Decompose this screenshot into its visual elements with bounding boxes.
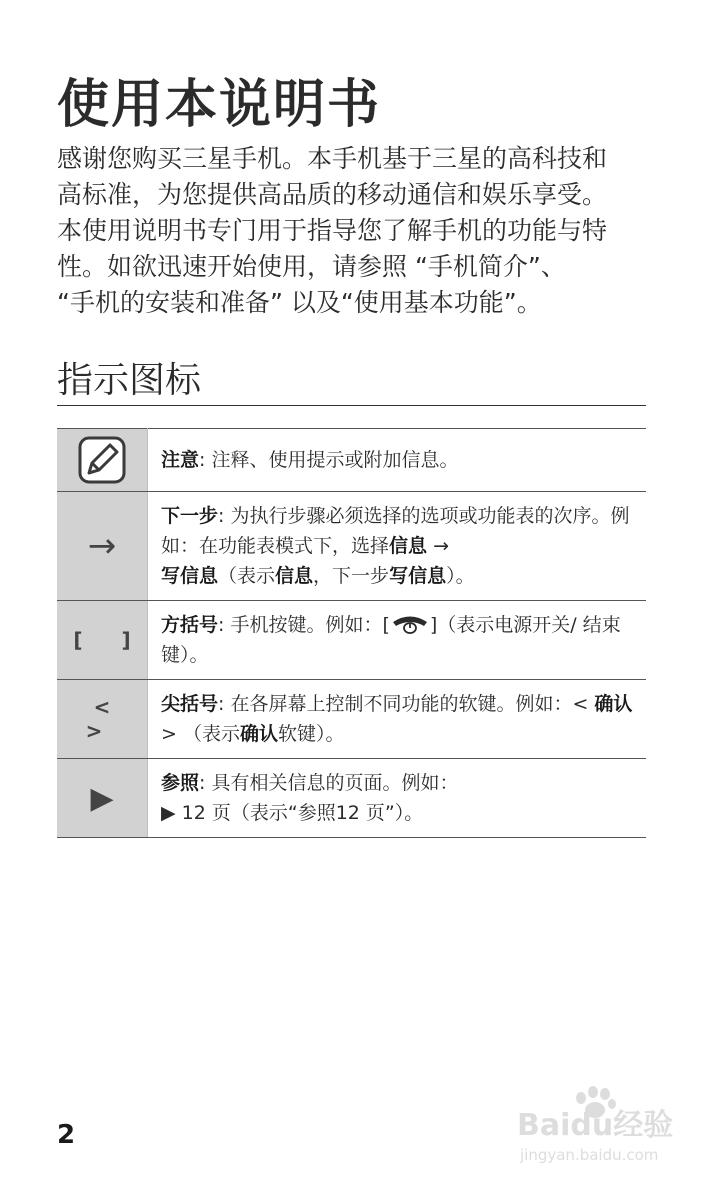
term-description: ，下一步: [313, 565, 390, 587]
baidu-watermark-logo: [515, 1080, 695, 1170]
watermark-brand: Baidu经验: [517, 1108, 674, 1143]
icon-cell: [57, 601, 148, 680]
table-row: [57, 680, 646, 759]
term-description: （表示: [218, 565, 276, 587]
right-arrow-icon: →: [87, 526, 117, 566]
term-description: ）。: [446, 565, 475, 587]
intro-line: 高标准，为您提供高品质的移动通信和娱乐享受。: [57, 180, 608, 209]
table-row: [57, 429, 646, 492]
table-row: [57, 492, 646, 601]
square-brackets-icon: [ ]: [73, 628, 147, 652]
icon-cell: [57, 680, 148, 759]
icon-cell: [57, 759, 148, 838]
term-description: ]（表示电源开关/ 结束键）。: [161, 614, 621, 666]
term-description: : 在各屏幕上控制不同功能的软键。例如：<: [218, 693, 595, 715]
page-title: 使用本说明书: [57, 75, 382, 135]
description-cell: [148, 759, 647, 838]
note-pencil-icon: [77, 435, 127, 485]
indicator-icon-table: [57, 428, 646, 838]
description-cell: [148, 601, 647, 680]
term-label: 方括号: [161, 614, 219, 636]
table-row: [57, 759, 646, 838]
menu-name: 信息: [275, 565, 314, 587]
term-description: > （表示: [161, 723, 240, 745]
description-cell: [148, 492, 647, 601]
menu-name: 信息: [389, 535, 428, 557]
softkey-name: 确认: [594, 693, 633, 715]
icon-cell: [57, 492, 148, 601]
page-number: 2: [57, 1120, 76, 1150]
table-row: [57, 601, 646, 680]
intro-line: “手机的安装和准备” 以及“使用基本功能”。: [57, 288, 542, 317]
intro-line: 本使用说明书专门用于指导您了解手机的功能与特: [57, 216, 608, 245]
intro-line: 感谢您购买三星手机。本手机基于三星的高科技和: [57, 144, 608, 173]
term-label: 下一步: [161, 505, 219, 527]
term-description: : 注释、使用提示或附加信息。: [199, 449, 459, 471]
icon-cell: [57, 429, 148, 492]
term-description: : 具有相关信息的页面。例如：: [199, 772, 459, 794]
reference-triangle-icon: ▶: [90, 780, 114, 816]
term-description: →: [427, 535, 449, 557]
term-label: 尖括号: [161, 693, 219, 715]
section-divider: [57, 405, 646, 406]
description-cell: [148, 429, 647, 492]
power-end-key-icon: [390, 613, 430, 635]
term-description: : 为执行步骤必须选择的选项或功能表的次序。例如：在功能表模式下，选择: [161, 505, 630, 557]
intro-line: 性。如欲迅速开始使用，请参照 “手机简介”、: [57, 252, 566, 281]
watermark-url: jingyan.baidu.com: [520, 1146, 659, 1164]
menu-name: 写信息: [161, 565, 219, 587]
term-description: : 手机按键。例如：[: [218, 614, 390, 636]
softkey-name: 确认: [239, 723, 278, 745]
section-title: 指示图标: [57, 360, 202, 401]
term-label: 注意: [161, 449, 200, 471]
term-description: 软键）。: [277, 723, 345, 745]
description-cell: [148, 680, 647, 759]
term-description: ▶ 12 页（表示“参照12 页”）。: [161, 802, 424, 824]
menu-name: 写信息: [389, 565, 447, 587]
angle-brackets-icon: < >: [85, 695, 127, 743]
term-label: 参照: [161, 772, 200, 794]
intro-paragraph: [57, 141, 657, 321]
